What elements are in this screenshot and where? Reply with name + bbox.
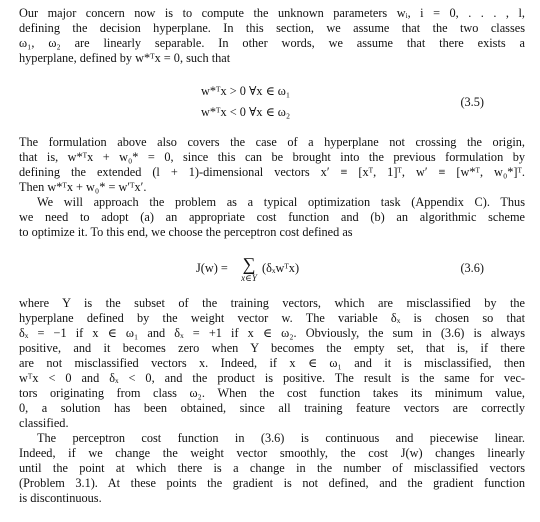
paragraph5-line4: (Problem 3.1). At these points the gradient is not defined, and the gradient function bbox=[19, 476, 525, 490]
equation-3-6-subscript: x∈Y bbox=[241, 273, 257, 283]
paragraph2-line2: that is, w*ᵀx + w₀* = 0, since this can be brought into the previous formulation by bbox=[19, 150, 525, 164]
paragraph4-line7: tors originating from class ω₂. When the cost function takes its minimum value, bbox=[19, 386, 525, 400]
equation-3-5-number: (3.5) bbox=[460, 95, 484, 109]
paragraph2-line4: Then w*ᵀx + w₀* = w′ᵀx′. bbox=[19, 180, 147, 194]
paragraph4-line3: δₓ = −1 if x ∈ ω₁ and δₓ = +1 if x ∈ ω₂. Obviously, the sum in (3.6) is always bbox=[19, 326, 525, 340]
paragraph3-line1: We will approach the problem as a typical optimization task (Appendix C). Thus bbox=[37, 195, 525, 209]
paragraph1-line3: ω₁, ω₂ are linearly separable. In other words, we assume that there exists a bbox=[19, 36, 525, 50]
paragraph5-line1: The perceptron cost function in (3.6) is continuous and piecewise linear. bbox=[37, 431, 525, 445]
paragraph3-line3: to optimize it. To this end, we choose the perceptron cost defined as bbox=[19, 225, 353, 239]
paragraph1-line1: Our major concern now is to compute the unknown parameters wᵢ, i = 0, . . . , l, bbox=[19, 6, 525, 20]
paragraph4-line2: hyperplane defined by the weight vector w. The variable δₓ is chosen so that bbox=[19, 311, 525, 325]
equation-3-6-lhs: J(w) = bbox=[196, 261, 228, 275]
paragraph4-line5: are not misclassified vectors x. Indeed, if x ∈ ω₁ and it is misclassified, then bbox=[19, 356, 525, 370]
paragraph2-line3: defining the extended (l + 1)-dimensional vectors x′ ≡ [xᵀ, 1]ᵀ, w′ ≡ [w*ᵀ, w₀*]ᵀ. bbox=[19, 165, 525, 179]
equation-3-5-row1: w*ᵀx > 0 ∀x ∈ ω₁ bbox=[201, 84, 291, 98]
paragraph4-line1: where Y is the subset of the training vectors, which are misclassified by the bbox=[19, 296, 525, 310]
paragraph2-line1: The formulation above also covers the case of a hyperplane not crossing the origin, bbox=[19, 135, 525, 149]
paragraph4-line4: positive, and it becomes zero when Y becomes the empty set, that is, if there bbox=[19, 341, 525, 355]
equation-3-5-row2: w*ᵀx < 0 ∀x ∈ ω₂ bbox=[201, 105, 291, 119]
paragraph1-line4: hyperplane, defined by w*ᵀx = 0, such that bbox=[19, 51, 231, 65]
paragraph5-line2: Indeed, if we change the weight vector smoothly, the cost J(w) changes linearly bbox=[19, 446, 525, 460]
paragraph3-line2: we need to adopt (a) an appropriate cost function and (b) an algorithmic scheme bbox=[19, 210, 525, 224]
paragraph4-line8: 0, a solution has been obtained, since all training feature vectors are correctly bbox=[19, 401, 525, 415]
paragraph4-line6: wᵀx < 0 and δₓ < 0, and the product is positive. The result is the same for vec- bbox=[19, 371, 525, 385]
equation-3-6-sum bbox=[236, 255, 262, 283]
equation-3-6-rhs: (δₓwᵀx) bbox=[262, 261, 300, 275]
paragraph5-line5: is discontinuous. bbox=[19, 491, 102, 505]
paragraph5-line3: until the point at which there is a change in the number of misclassified vectors bbox=[19, 461, 525, 475]
equation-3-6-number: (3.6) bbox=[460, 261, 484, 275]
paragraph1-line2: defining the decision hyperplane. In this section, we assume that the two classes bbox=[19, 21, 525, 35]
paragraph4-line9: classified. bbox=[19, 416, 69, 430]
equation-3-6-sigma: ∑ bbox=[242, 254, 256, 274]
